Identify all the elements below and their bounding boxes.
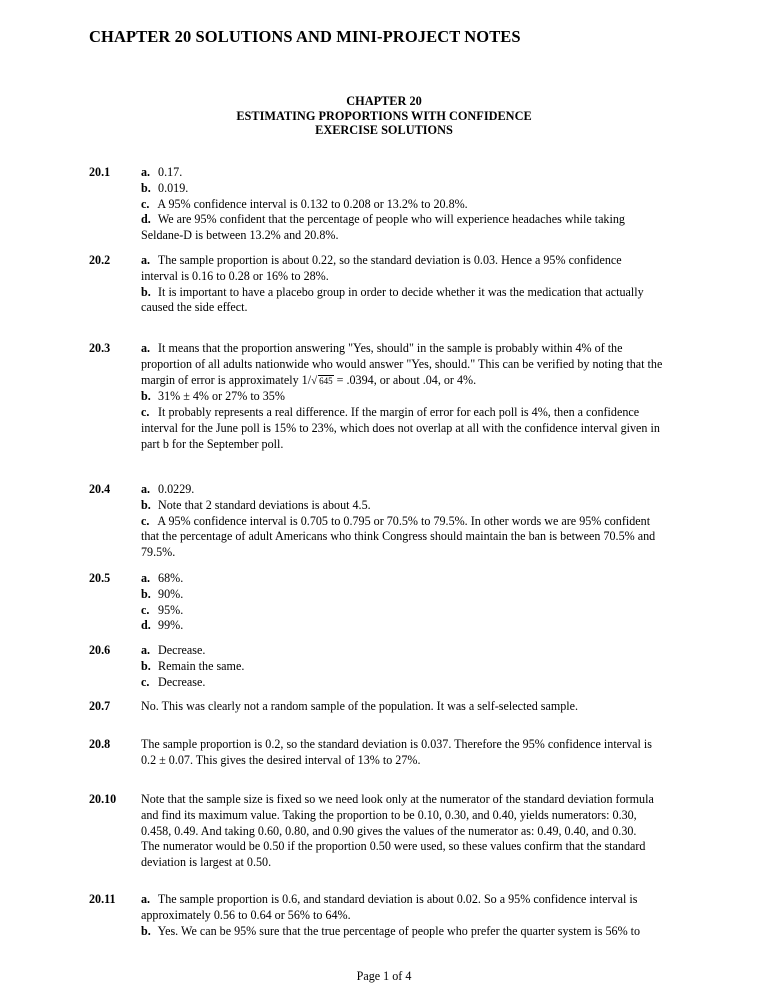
part-label: d.	[141, 618, 151, 633]
answer-text: It means that the proportion answering "Yes, should" in the sample is probably within 4% of the	[158, 341, 623, 355]
part-label: b.	[141, 923, 151, 938]
answer-text: 99%.	[158, 618, 184, 633]
exercise-20-8	[89, 737, 689, 769]
answer-text: The sample proportion is 0.6, and standard deviation is about 0.02. So a 95% confidence interval is	[157, 892, 638, 906]
answer-text: 0.0229.	[158, 482, 195, 496]
answer-text: Decrease.	[158, 643, 206, 657]
exercise-20-5	[89, 571, 689, 634]
answer-text: 90%.	[158, 586, 184, 601]
answer-text: that the percentage of adult Americans who think Congress should maintain the ban is between 70.5% and	[141, 529, 656, 544]
part-label: a.	[141, 892, 151, 906]
answer-text: The sample proportion is 0.2, so the standard deviation is 0.037. Therefore the 95% confidence interval is	[141, 737, 652, 751]
answer-text: = .0394, or about .04, or 4%.	[333, 372, 477, 387]
exercise-number: 20.6	[89, 643, 111, 657]
answer-text: 0.2 ± 0.07. This gives the desired interval of 13% to 27%.	[141, 752, 421, 767]
answer-text: 31% ± 4% or 27% to 35%	[158, 389, 285, 404]
answer-text: 68%.	[158, 571, 184, 585]
answer-text: It probably represents a real difference. If the margin of error for each poll is 4%, then a confidence	[158, 405, 640, 420]
answer-text: No. This was clearly not a random sample of the population. It was a self-selected sample.	[141, 699, 579, 713]
answer-text: and find its maximum value. Taking the proportion to be 0.10, 0.30, and 0.40, yields numerators: 0.30,	[141, 807, 637, 822]
answer-text: approximately 0.56 to 0.64 or 56% to 64%.	[141, 907, 351, 922]
exercise-20-7	[89, 699, 689, 715]
part-label: b.	[141, 284, 151, 299]
part-label: c.	[141, 513, 150, 528]
exercise-number: 20.8	[89, 737, 111, 751]
part-label: a.	[141, 571, 151, 585]
answer-text: A 95% confidence interval is 0.132 to 0.208 or 13.2% to 20.8%.	[157, 196, 468, 211]
answer-text: It is important to have a placebo group in order to decide whether it was the medication that actually	[158, 284, 644, 299]
answer-text: Decrease.	[158, 674, 206, 689]
part-label: b.	[141, 497, 151, 512]
exercise-20-2	[89, 253, 689, 316]
answer-text: The numerator would be 0.50 if the proportion 0.50 were used, so these values confirm that the standard	[141, 839, 646, 854]
part-label: a.	[141, 253, 151, 267]
answer-text: Yes. We can be 95% sure that the true percentage of people who prefer the quarter system is 56% to	[157, 923, 641, 938]
chapter-title-block	[0, 94, 768, 138]
answer-text: 0.458, 0.49. And taking 0.60, 0.80, and 0.90 gives the values of the numerator as: 0.49, 0.40, and 0.30.	[141, 823, 637, 838]
answer-text: Remain the same.	[158, 658, 245, 673]
part-label: a.	[141, 643, 151, 657]
answer-text: deviation is largest at 0.50.	[141, 855, 272, 870]
answer-text: The sample proportion is about 0.22, so the standard deviation is 0.03. Hence a 95% confidence	[157, 253, 622, 267]
part-label: c.	[141, 602, 150, 617]
part-label: a.	[141, 341, 151, 355]
exercise-number: 20.4	[89, 482, 111, 496]
section-name: EXERCISE SOLUTIONS	[315, 123, 453, 137]
part-label: c.	[141, 674, 150, 689]
answer-text: margin of error is approximately 1/	[141, 372, 312, 387]
exercise-20-6	[89, 643, 689, 690]
answer-text: We are 95% confident that the percentage of people who will experience headaches while taking	[157, 212, 625, 227]
chapter-number: CHAPTER 20	[346, 94, 422, 108]
part-label: a.	[141, 482, 151, 496]
answer-text: Seldane-D is between 13.2% and 20.8%.	[141, 228, 339, 243]
exercise-20-4	[89, 482, 689, 561]
sqrt-icon: √	[311, 374, 318, 387]
exercise-number: 20.2	[89, 253, 111, 267]
answer-text: Note that 2 standard deviations is about 4.5.	[158, 497, 371, 512]
chapter-name: ESTIMATING PROPORTIONS WITH CONFIDENCE	[236, 108, 532, 123]
answer-text: 95%.	[158, 602, 184, 617]
answer-text: A 95% confidence interval is 0.705 to 0.795 or 70.5% to 79.5%. In other words we are 95% confident	[157, 513, 651, 528]
exercise-number: 20.10	[89, 792, 117, 806]
answer-text: Note that the sample size is fixed so we need look only at the numerator of the standard deviation formula	[141, 792, 654, 806]
exercise-20-1	[89, 165, 689, 244]
part-label: b.	[141, 658, 151, 673]
answer-text: 79.5%.	[141, 545, 176, 560]
exercise-number: 20.5	[89, 571, 111, 585]
part-label: c.	[141, 405, 150, 420]
answer-text: 0.019.	[158, 180, 189, 195]
page-number: Page 1 of 4	[356, 969, 412, 983]
exercise-number: 20.7	[89, 699, 111, 713]
part-label: d.	[141, 212, 151, 227]
part-label: b.	[141, 180, 151, 195]
part-label: b.	[141, 586, 151, 601]
exercise-20-3	[89, 341, 689, 453]
sqrt-value: 645	[319, 375, 333, 386]
exercise-20-10	[89, 792, 689, 871]
answer-text: 0.17.	[158, 165, 183, 179]
exercise-number: 20.11	[89, 892, 116, 906]
part-label: c.	[141, 196, 150, 211]
answer-text: part b for the September poll.	[141, 436, 284, 451]
exercise-20-11	[89, 892, 689, 939]
answer-text: caused the side effect.	[141, 300, 248, 315]
exercise-number: 20.3	[89, 341, 111, 355]
page-header-title: CHAPTER 20 SOLUTIONS AND MINI-PROJECT NOTES	[89, 27, 521, 46]
answer-text: interval for the June poll is 15% to 23%, which does not overlap at all with the confidence interval given in	[141, 420, 660, 435]
part-label: b.	[141, 389, 151, 404]
part-label: a.	[141, 165, 151, 179]
answer-text: interval is 0.16 to 0.28 or 16% to 28%.	[141, 268, 329, 283]
answer-text: proportion of all adults nationwide who would answer "Yes, should." This can be verified by noting that the	[141, 356, 663, 371]
exercise-number: 20.1	[89, 165, 111, 179]
